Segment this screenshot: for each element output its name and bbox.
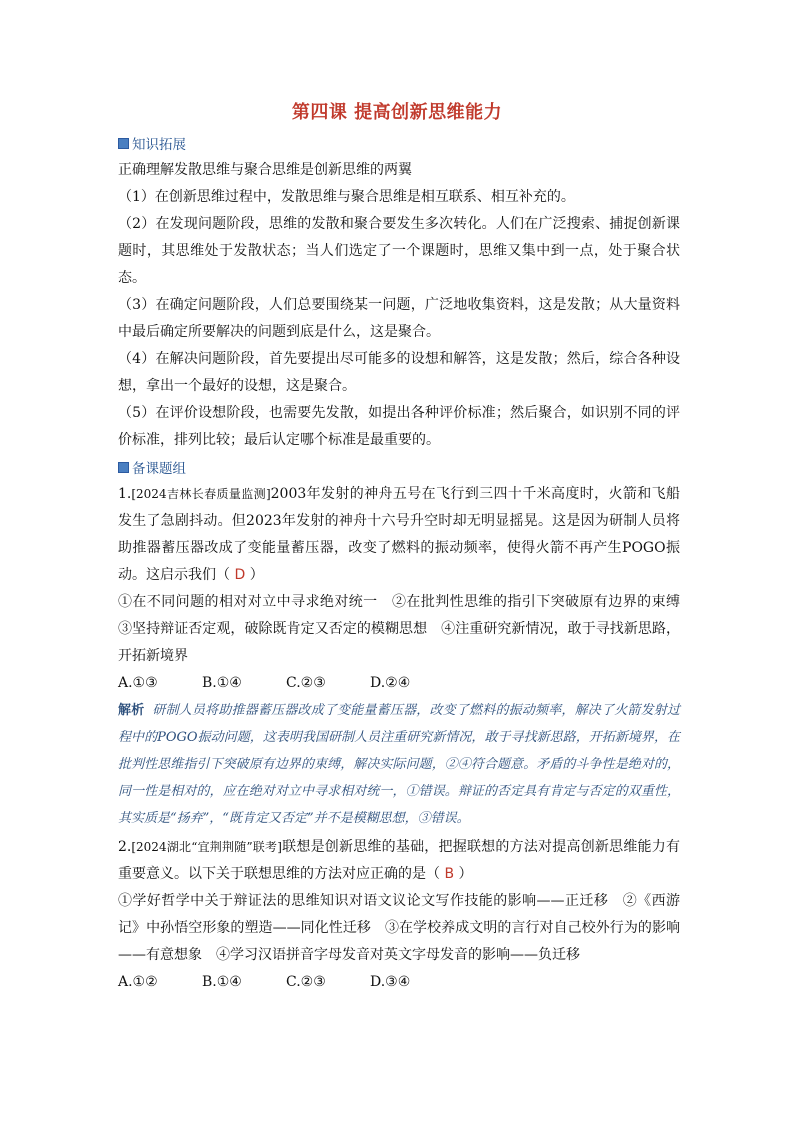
section-marker-icon [118, 138, 129, 149]
analysis-label: 解析 [118, 703, 145, 718]
question-2-stem [118, 834, 680, 888]
question-text-end: ） [458, 866, 473, 882]
question-1-statements: ①在不同问题的相对对立中寻求绝对统一 ②在批判性思维的指引下突破原有边界的束缚 ③坚持辩证否定观，破除既肯定又否定的模糊思想 ④注重研究新情况，敢于寻找新思路，开拓新境界 [118, 594, 694, 664]
question-1-analysis [118, 697, 680, 832]
option: B.①④ [202, 675, 242, 691]
option: D.②④ [370, 675, 411, 691]
section-heading-label: 知识拓展 [132, 137, 186, 153]
knowledge-item: （1）在创新思维过程中，发散思维与聚合思维是相互联系、相互补充的。 [118, 189, 575, 205]
content [118, 132, 694, 996]
section-heading-knowledge [118, 132, 680, 154]
question-2-options [118, 969, 680, 996]
knowledge-item: （4）在解决问题阶段，首先要提出尽可能多的设想和解答，这是发散；然后，综合各种设想，拿出一个最好的设想，这是聚合。 [118, 351, 680, 394]
section-heading-label: 备课题组 [132, 461, 186, 477]
answer-letter: D [234, 567, 246, 583]
option: B.①④ [202, 974, 242, 990]
question-text-end: ） [249, 567, 264, 583]
question-number: 2. [118, 839, 132, 855]
option: A.①② [118, 974, 158, 990]
question-2-statements: ①学好哲学中关于辩证法的思维知识对语文议论文写作技能的影响——正迁移 ②《西游记》中孙悟空形象的塑造——同化性迁移 ③在学校养成文明的言行对自己校外行为的影响——有意想象 ④学习汉语拼音字母发音对英文字母发音的影响——负迁移 [118, 893, 680, 963]
option: C.②③ [286, 675, 326, 691]
knowledge-item: （3）在确定问题阶段，人们总要围绕某一问题，广泛地收集资料，这是发散；从大量资料中最后确定所要解决的问题到底是什么，这是聚合。 [118, 297, 680, 340]
question-1-options [118, 670, 680, 697]
section-lead: 正确理解发散思维与聚合思维是创新思维的两翼 [118, 162, 412, 178]
page-title: 第四课 提高创新思维能力 [291, 102, 503, 123]
option: D.③④ [370, 974, 411, 990]
option: A.①③ [118, 675, 158, 691]
question-text: 2003年发射的神舟五号在飞行到三四十千米高度时，火箭和飞船发生了急剧抖动。但2023年发射的神舟十六号升空时却无明显摇晃。这是因为研制人员将助推器蓄压器改成了变能量蓄压器，改变了燃料的振动频率，使得火箭不再产生POGO振动。这启示我们（ [118, 486, 680, 583]
knowledge-item: （5）在评价设想阶段，也需要先发散，如提出各种评价标准；然后聚合，如识别不同的评价标准，排列比较；最后认定哪个标准是最重要的。 [118, 405, 680, 448]
knowledge-item: （2）在发现问题阶段，思维的发散和聚合要发生多次转化。人们在广泛搜索、捕捉创新课题时，其思维处于发散状态；当人们选定了一个课题时，思维又集中到一点，处于聚合状态。 [118, 216, 680, 286]
section-marker-icon [118, 462, 129, 473]
answer-letter: B [444, 866, 455, 882]
question-text: 联想是创新思维的基础，把握联想的方法对提高创新思维能力有重要意义。以下关于联想思维的方法对应正确的是（ [118, 839, 680, 882]
option: C.②③ [286, 974, 326, 990]
question-source: [2024湖北“宜荆荆随”联考] [131, 840, 282, 854]
question-source: [2024吉林长春质量监测] [131, 487, 271, 501]
section-heading-questions [118, 456, 680, 478]
question-number: 1. [118, 486, 132, 502]
analysis-text: 研制人员将助推器蓄压器改成了变能量蓄压器，改变了燃料的振动频率，解决了火箭发射过程中的POGO振动问题，这表明我国研制人员注重研究新情况，敢于寻找新思路，开拓新境界，在批判性思维指引下突破原有边界的束缚，解决实际问题，②④符合题意。矛盾的斗争性是绝对的，同一性是相对的，应在绝对对立中寻求相对统一，①错误。辩证的否定具有肯定与否定的双重性，其实质是“扬弃”，“既肯定又否定”并不是模糊思想，③错误。 [118, 703, 680, 826]
question-1-stem [118, 481, 680, 589]
